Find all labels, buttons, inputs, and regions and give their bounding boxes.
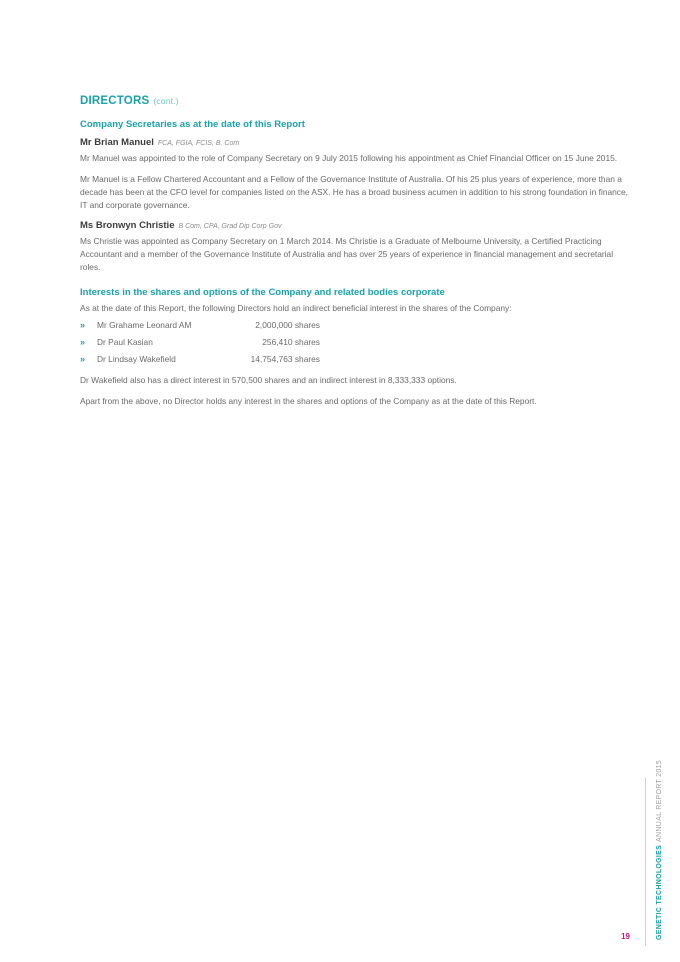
bullet-marker: » — [80, 337, 86, 347]
footer-report-title — [656, 760, 663, 940]
footer-report-name: ANNUAL REPORT 2015 — [656, 760, 663, 842]
person-name-christie: Ms Bronwyn Christie — [80, 220, 175, 231]
section-title-cont: (cont.) — [153, 96, 179, 106]
section-title-text: DIRECTORS — [80, 95, 150, 107]
holder-shares: 14,754,763 shares — [250, 354, 320, 364]
holder-name: Dr Lindsay Wakefield — [97, 354, 176, 364]
person-heading-manuel — [80, 137, 630, 148]
section-title — [80, 95, 630, 107]
list-item — [80, 353, 630, 370]
company-secretaries-heading: Company Secretaries as at the date of this Report — [80, 119, 305, 130]
person-heading-christie — [80, 220, 630, 231]
bullet-marker: » — [80, 354, 86, 364]
christie-paragraph-1: Ms Christie was appointed as Company Secretary on 1 March 2014. Ms Christie is a Graduate of Melbourne University, a Certified Practicing Accountant and a member of the Governance Institute of Australia and has over 25 years of experience in financial management and secretarial roles. — [80, 236, 614, 272]
holder-shares: 2,000,000 shares — [255, 320, 320, 330]
closing-paragraph: Apart from the above, no Director holds any interest in the shares and options of the Company as at the date of this Report. — [80, 396, 537, 406]
person-credentials-manuel: FCA, FGIA, FCIS, B. Com — [157, 140, 240, 147]
bullet-marker: » — [80, 320, 86, 330]
manuel-paragraph-1: Mr Manuel was appointed to the role of Company Secretary on 9 July 2015 following his appointment as Chief Financial Officer on 15 June 2015. — [80, 153, 618, 163]
person-credentials-christie: B Com, CPA, Grad Dip Corp Gov — [178, 223, 282, 230]
holder-name: Mr Grahame Leonard AM — [97, 320, 192, 330]
person-name-manuel: Mr Brian Manuel — [80, 137, 154, 148]
list-item — [80, 336, 630, 353]
footer-divider — [645, 778, 646, 946]
footer-company-name: GENETIC TECHNOLOGIES — [656, 844, 663, 940]
wakefield-paragraph: Dr Wakefield also has a direct interest in 570,500 shares and an indirect interest in 8,333,333 options. — [80, 375, 457, 385]
page-content — [80, 95, 630, 408]
holder-shares: 256,410 shares — [262, 337, 320, 347]
manuel-paragraph-2: Mr Manuel is a Fellow Chartered Accountant and a Fellow of the Governance Institute of Australia. Of his 25 plus years of experience, more than a decade has been at the CFO level for companies listed on the ASX. He has a broad business acumen in addition to his strong foundation in finance, IT and corporate governance. — [80, 174, 628, 210]
page-number: 19 — [621, 932, 630, 941]
list-item — [80, 319, 630, 336]
holdings-list — [80, 319, 630, 370]
holder-name: Dr Paul Kasian — [97, 337, 153, 347]
interests-heading: Interests in the shares and options of the Company and related bodies corporate — [80, 287, 445, 298]
interests-intro: As at the date of this Report, the following Directors hold an indirect beneficial interest in the shares of the Company: — [80, 303, 512, 313]
